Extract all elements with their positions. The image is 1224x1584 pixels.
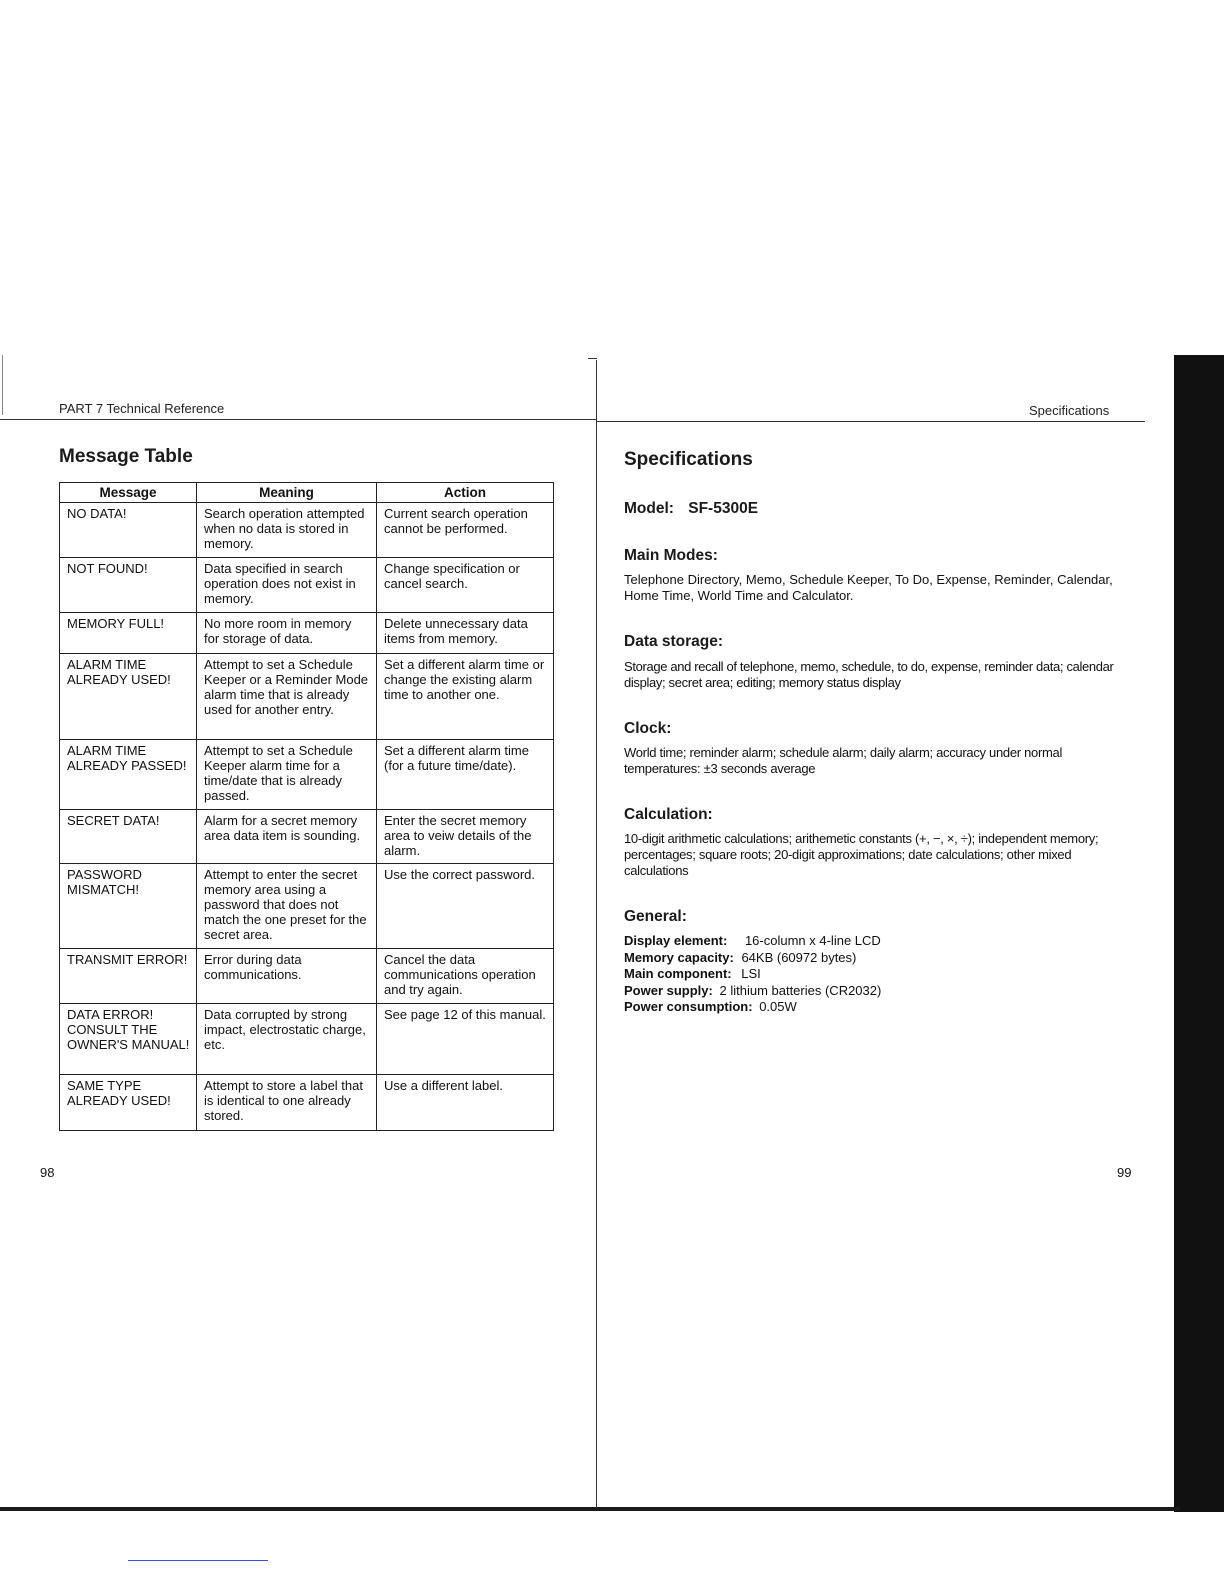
page-title: Message Table	[59, 446, 193, 467]
spec-value: 0.05W	[759, 999, 797, 1014]
spec-row-power-supply	[624, 983, 1044, 1000]
spec-row-power-consumption	[624, 999, 1044, 1016]
cell-meaning: Search operation attempted when no data is stored in memory.	[197, 503, 377, 558]
spec-label: Display element:	[624, 933, 728, 948]
message-table	[59, 482, 554, 1131]
cell-action: See page 12 of this manual.	[377, 1004, 554, 1075]
spec-row-memory	[624, 950, 1044, 967]
general-heading: General:	[624, 908, 687, 925]
table-row	[60, 503, 554, 558]
right-page-number: 99	[1117, 1165, 1132, 1180]
spec-value: 64KB (60972 bytes)	[741, 949, 857, 965]
cell-message: ALARM TIME ALREADY PASSED!	[60, 740, 197, 810]
cell-meaning: No more room in memory for storage of data.	[197, 613, 377, 654]
table-header-row	[60, 483, 554, 503]
page-gutter	[596, 360, 597, 1508]
cell-message: NOT FOUND!	[60, 558, 197, 613]
spec-label: Memory capacity:	[624, 949, 734, 965]
page-bottom-edge	[0, 1507, 1180, 1511]
table-row	[60, 810, 554, 864]
cell-action: Set a different alarm time (for a future time/date).	[377, 740, 554, 810]
cell-action: Change specification or cancel search.	[377, 558, 554, 613]
cell-meaning: Attempt to set a Schedule Keeper alarm time for a time/date that is already passed.	[197, 740, 377, 810]
spec-row-display	[624, 933, 1044, 950]
cell-meaning: Data specified in search operation does not exist in memory.	[197, 558, 377, 613]
right-running-header: Specifications	[1029, 403, 1110, 418]
cell-message: NO DATA!	[60, 503, 197, 558]
cell-meaning: Data corrupted by strong impact, electrostatic charge, etc.	[197, 1004, 377, 1075]
column-header-meaning: Meaning	[197, 483, 377, 503]
left-page-number: 98	[40, 1165, 55, 1180]
cell-message: PASSWORD MISMATCH!	[60, 864, 197, 949]
spec-value: 16-column x 4-line LCD	[744, 933, 881, 948]
main-modes-text: Telephone Directory, Memo, Schedule Keeper, To Do, Expense, Reminder, Calendar, Home Time, World Time and Calculator.	[624, 572, 1113, 603]
table-row	[60, 949, 554, 1004]
right-header-rule	[597, 421, 1145, 422]
cell-action: Use the correct password.	[377, 864, 554, 949]
model-label: Model:	[624, 500, 674, 517]
column-header-message: Message	[60, 483, 197, 503]
cell-message: MEMORY FULL!	[60, 613, 197, 654]
table-row	[60, 613, 554, 654]
spec-label: Power supply:	[624, 982, 713, 998]
blue-underline-mark	[128, 1560, 268, 1561]
cell-action: Use a different label.	[377, 1075, 554, 1131]
table-row	[60, 1004, 554, 1075]
left-edge-mark	[2, 355, 3, 415]
column-header-action: Action	[377, 483, 554, 503]
data-storage-text: Storage and recall of telephone, memo, schedule, to do, expense, reminder data; calendar display; secret area; editing; memory status display	[624, 659, 1114, 690]
left-running-header: PART 7 Technical Reference	[59, 401, 225, 416]
cell-meaning: Error during data communications.	[197, 949, 377, 1004]
cell-action: Cancel the data communications operation and try again.	[377, 949, 554, 1004]
data-storage-heading: Data storage:	[624, 633, 724, 650]
calculation-text: 10-digit arithmetic calculations; arithemetic constants (+, −, ×, ÷); independent memory; percentages; square roots; 20-digit approximations; date calculations; other mixed calculations	[624, 831, 1099, 878]
spec-value: LSI	[741, 966, 761, 981]
left-header-rule	[0, 419, 597, 420]
calculation-heading: Calculation:	[624, 806, 713, 823]
table-row	[60, 1075, 554, 1131]
cell-message: SECRET DATA!	[60, 810, 197, 864]
cell-action: Current search operation cannot be performed.	[377, 503, 554, 558]
spec-label: Power consumption:	[624, 999, 753, 1014]
cell-meaning: Alarm for a secret memory area data item is sounding.	[197, 810, 377, 864]
cell-action: Enter the secret memory area to veiw details of the alarm.	[377, 810, 554, 864]
table-row	[60, 558, 554, 613]
cell-action: Delete unnecessary data items from memory.	[377, 613, 554, 654]
spec-value: 2 lithium batteries (CR2032)	[719, 982, 882, 998]
cell-message: TRANSMIT ERROR!	[60, 949, 197, 1004]
cell-meaning: Attempt to enter the secret memory area using a password that does not match the one preset for the secret area.	[197, 864, 377, 949]
spec-label: Main component:	[624, 966, 732, 981]
cell-meaning: Attempt to store a label that is identical to one already stored.	[197, 1075, 377, 1131]
clock-text: World time; reminder alarm; schedule alarm; daily alarm; accuracy under normal temperatures: ±3 seconds average	[624, 745, 1063, 776]
table-row	[60, 740, 554, 810]
cell-message: DATA ERROR! CONSULT THE OWNER'S MANUAL!	[60, 1004, 197, 1075]
cell-message: ALARM TIME ALREADY USED!	[60, 654, 197, 740]
cell-action: Set a different alarm time or change the existing alarm time to another one.	[377, 654, 554, 740]
gutter-tick	[588, 358, 597, 359]
table-row	[60, 864, 554, 949]
model-line	[624, 500, 758, 518]
clock-heading: Clock:	[624, 720, 672, 737]
cell-message: SAME TYPE ALREADY USED!	[60, 1075, 197, 1131]
cell-meaning: Attempt to set a Schedule Keeper or a Reminder Mode alarm time that is already used for another entry.	[197, 654, 377, 740]
general-spec-list	[624, 933, 1044, 1016]
scan-edge-shadow	[1174, 355, 1224, 1512]
table-row	[60, 654, 554, 740]
spec-row-component	[624, 966, 1044, 983]
model-value: SF-5300E	[688, 500, 759, 517]
main-modes-heading: Main Modes:	[624, 547, 718, 564]
specifications-title: Specifications	[624, 449, 753, 470]
